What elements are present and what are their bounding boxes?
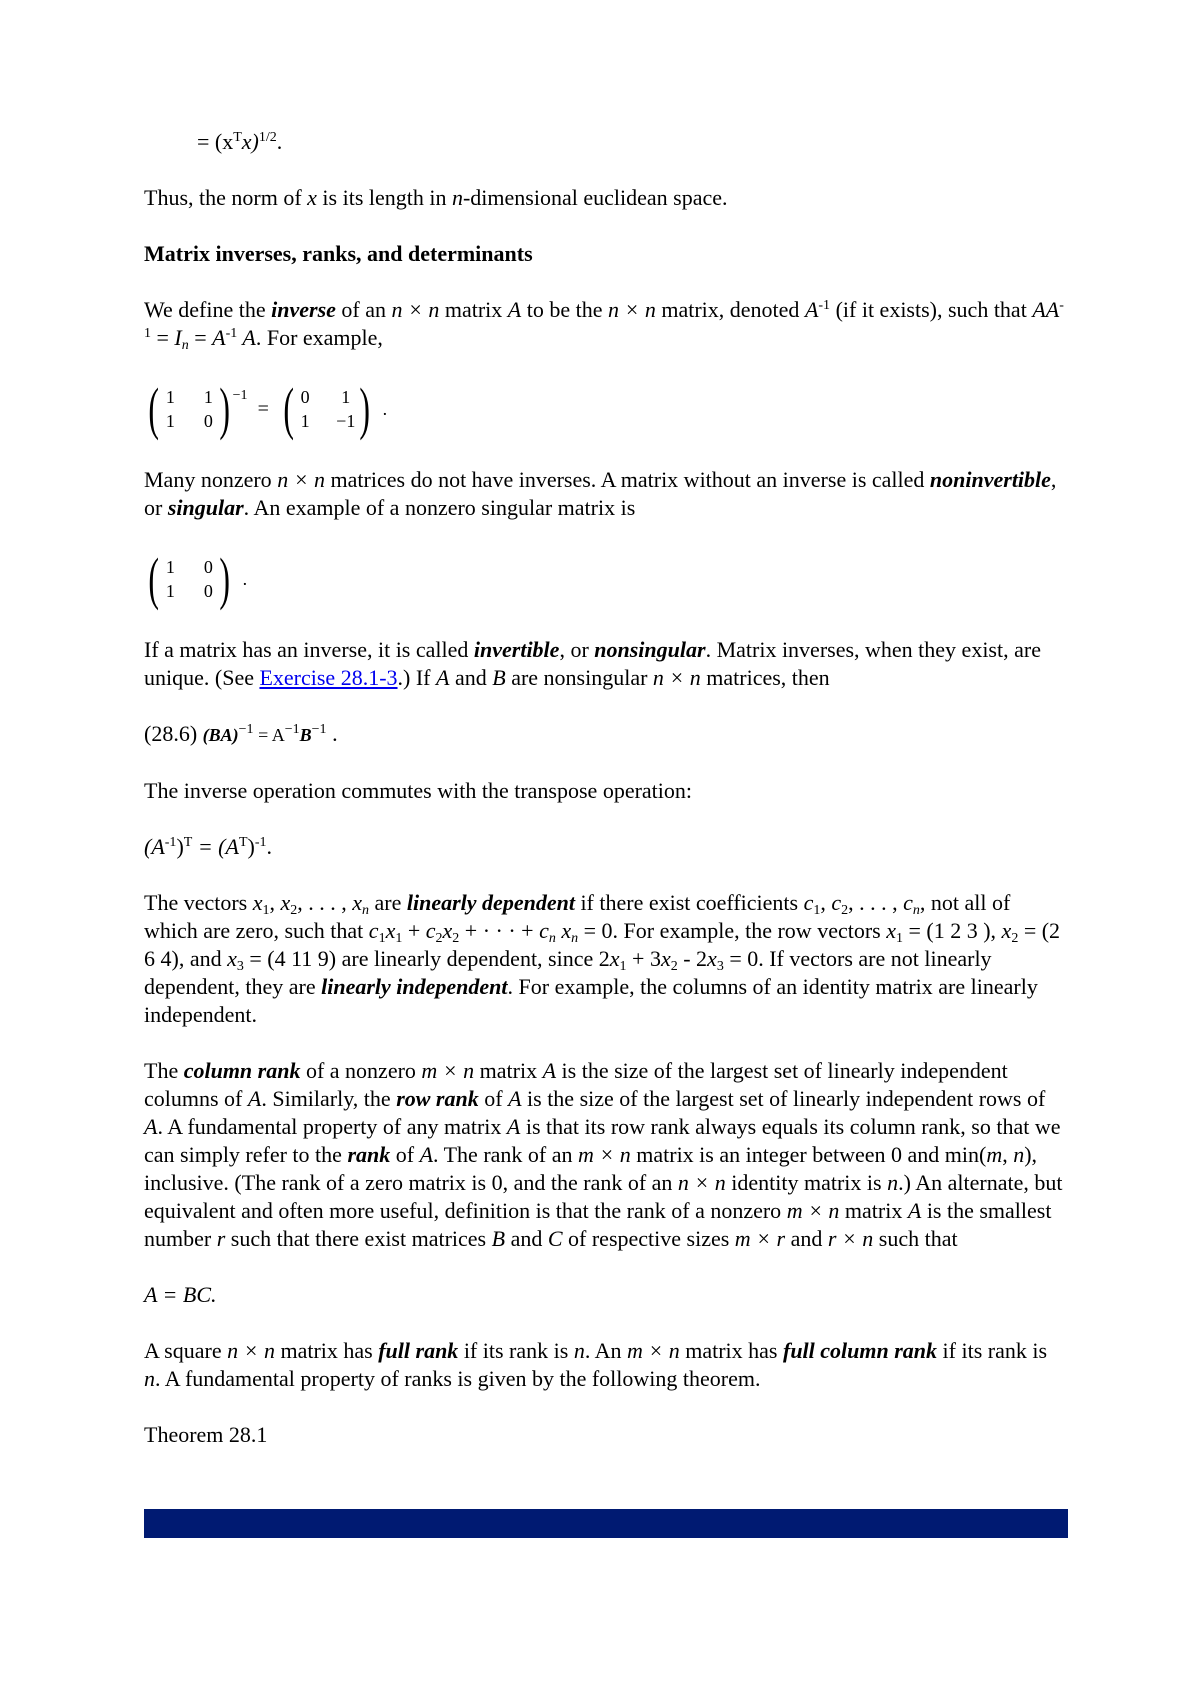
- paragraph-full-rank: A square n × n matrix has full rank if its rank is n. An m × n matrix has full column rank if its rank is n. A fundamental property of ranks is given by the following theorem.: [144, 1338, 1048, 1391]
- paragraph-linear-dependence: The vectors $x_1$, $x_2$, . . . , $x_n$ are linearly dependent if there exist coefficients $c_1$, $c_2$, . . . , $c_n$, not all of which are zero, such that $c_1x_1 + c_2x_2$ + · · · + $c_n$ $x_n = 0$. For example, the row vectors $x_1 = (1$ 2 3 ), $x_2 = (2$ 6 4), and $x_3 = (4$ 11 9) are linearly dependent, since $2x_1 + 3x_2 - 2x_3 = 0$. If vectors are not linearly dependent, they are linearly independent. For example, the columns of an identity matrix are linearly independent.: [144, 890, 1061, 1027]
- theorem-label: Theorem 28.1: [144, 1422, 268, 1447]
- transpose-equation: $(A^{-1})^T = (A^T)^{-1}$.: [144, 834, 273, 859]
- paragraph-norm: Thus, the norm of x is its length in n-dimensional euclidean space.: [144, 185, 728, 210]
- document-body: [144, 128, 1064, 1449]
- matrix-singular: ( 1 0 1 0 ): [148, 546, 231, 611]
- exercise-link[interactable]: Exercise 28.1-3: [259, 665, 398, 690]
- paragraph-transpose: The inverse operation commutes with the transpose operation:: [144, 778, 693, 803]
- paragraph-singular: Many nonzero n × n matrices do not have inverses. A matrix without an inverse is called noninvertible, or singular. An example of a nonzero singular matrix is: [144, 467, 1057, 520]
- singular-matrix-example: ( 1 0 1 0 ) .: [144, 550, 1064, 608]
- matrix-left: ( 1 1 1 0 ) −1: [148, 376, 248, 441]
- section-heading: Matrix inverses, ranks, and determinants: [144, 241, 533, 266]
- paragraph-rank: The column rank of a nonzero m × n matrix A is the size of the largest set of linearly independent columns of A. Similarly, the row rank of A is the size of the largest set of linearly independent rows of A. A fundamental property of any matrix A is that its row rank always equals its column rank, so that we can simply refer to the rank of A. The rank of an m × n matrix is an integer between 0 and min(m, n), inclusive. (The rank of a zero matrix is 0, and the rank of an n × n identity matrix is n.) An alternate, but equivalent and often more useful, definition is that the rank of a nonzero m × n matrix A is the smallest number r such that there exist matrices B and C of respective sizes m × r and r × n such that: [144, 1058, 1063, 1251]
- paragraph-inverse-definition: We define the inverse of an n × n matrix A to be the n × n matrix, denoted $A^{-1}$ (if it exists), such that $AA^{-1} = I_n = A^{-1}$ A. For example,: [144, 297, 1064, 353]
- equation-28-6: (28.6) $(BA)^{-1} = A^{-1}B^{-1}$ .: [144, 721, 338, 746]
- factorization-equation: A = BC.: [144, 1282, 217, 1307]
- matrix-right: ( 0 1 1 −1 ): [283, 376, 371, 441]
- theorem-banner-bar: [144, 1509, 1068, 1538]
- inverse-example-equation: ( 1 1 1 0 ) −1 = ( 0 1 1 −1 ) .: [144, 380, 1064, 438]
- norm-equation: = $(x^Tx)^{1/2}$.: [197, 129, 283, 154]
- paragraph-invertible: If a matrix has an inverse, it is called invertible, or nonsingular. Matrix inverses, when they exist, are unique. (See Exercise 28.1-3.) If A and B are nonsingular n × n matrices, then: [144, 637, 1041, 690]
